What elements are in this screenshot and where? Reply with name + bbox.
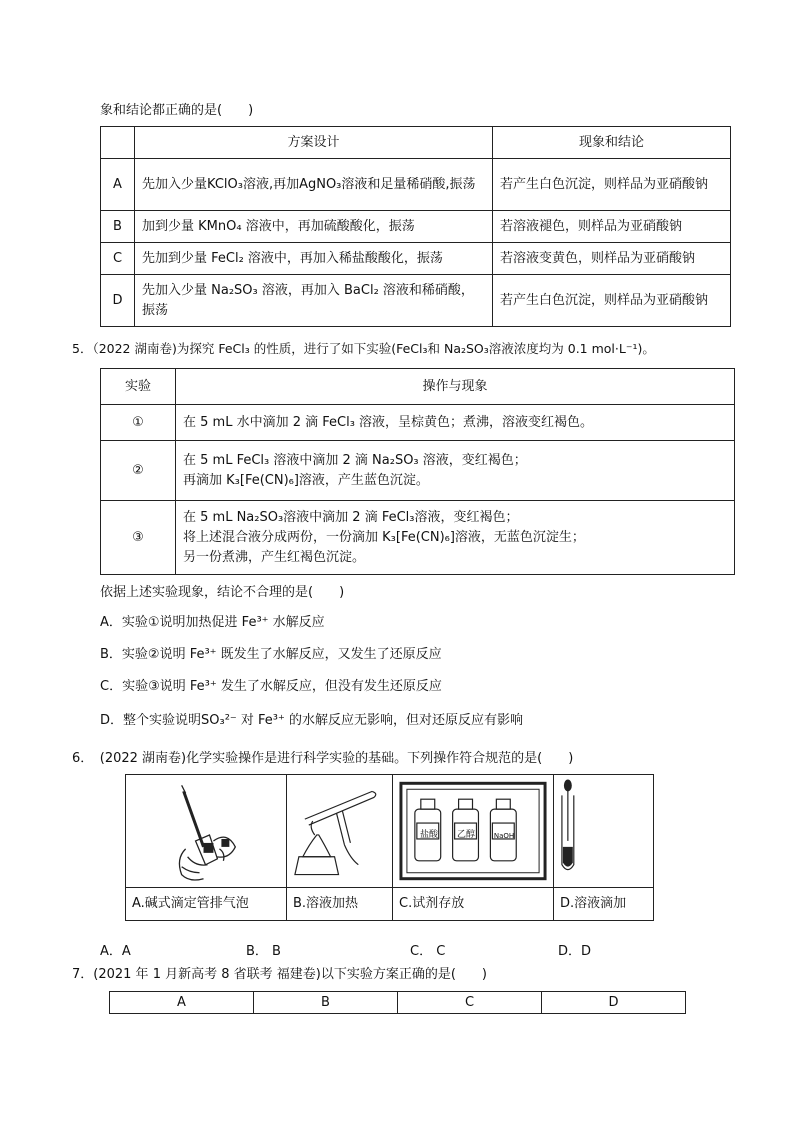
table-row [101, 243, 731, 275]
burette-hands-icon [126, 775, 286, 887]
q6-answer-a: A．A [100, 944, 131, 959]
header-c: C [398, 992, 542, 1014]
row-label: A [101, 159, 135, 211]
q6-answer-c: C． C [410, 944, 446, 959]
q5-stem: 5．（2022 湖南卷)为探究 FeCl₃ 的性质，进行了如下实验(FeCl₃和 Na₂SO₃溶液浓度均为 0.1 mol·L⁻¹)。 [72, 341, 655, 356]
header-design: 方案设计 [135, 127, 493, 159]
dropper-test-tube-icon [554, 775, 653, 887]
q4-stem-tail: 象和结论都正确的是( ) [100, 103, 254, 118]
test-tube-heating-icon [287, 775, 392, 887]
q5-table-header [101, 369, 735, 405]
header-result: 现象和结论 [493, 127, 731, 159]
row-label: D [101, 275, 135, 327]
q4-table-header [101, 127, 731, 159]
row-label: B [101, 211, 135, 243]
caption-b: B.溶液加热 [287, 888, 393, 921]
q5-option-d: D．整个实验说明SO₃²⁻ 对 Fe³⁺ 的水解反应无影响，但对还原反应有影响 [100, 713, 524, 728]
q6-answer-d: D．D [558, 944, 592, 959]
q6-illustration-row [126, 775, 654, 888]
q5-option-a: A．实验①说明加热促进 Fe³⁺ 水解反应 [100, 615, 325, 630]
header-experiment: 实验 [101, 369, 176, 405]
design-cell: 先加入少量 Na₂SO₃ 溶液，再加入 BaCl₂ 溶液和稀硝酸，振荡 [135, 275, 493, 327]
dropper-illustration [554, 775, 654, 888]
design-cell: 先加到少量 FeCl₂ 溶液中，再加入稀盐酸酸化，振荡 [135, 243, 493, 275]
design-cell: 加到少量 KMnO₄ 溶液中，再加硫酸酸化，振荡 [135, 211, 493, 243]
caption-c: C.试剂存放 [393, 888, 554, 921]
bottle-label: NaOH [493, 832, 515, 840]
q7-table-header [110, 992, 686, 1014]
q6-caption-row [126, 888, 654, 921]
table-row [101, 211, 731, 243]
experiment-text: 在 5 mL 水中滴加 2 滴 FeCl₃ 溶液，呈棕黄色；煮沸，溶液变红褐色。 [176, 405, 735, 441]
q5-table [100, 368, 735, 575]
q7-table [109, 991, 686, 1014]
bottle-label: 盐酸 [419, 830, 438, 840]
empty-header-cell [101, 127, 135, 159]
q7-stem: 7．(2021 年 1 月新高考 8 省联考 福建卷)以下实验方案正确的是( ) [72, 967, 487, 982]
experiment-number: ③ [101, 501, 176, 575]
experiment-text: 在 5 mL Na₂SO₃溶液中滴加 2 滴 FeCl₃溶液，变红褐色； 将上述混合液分成两份，一份滴加 K₃[Fe(CN)₆]溶液，无蓝色沉淀生； 另一份煮沸，产生红褐色沉淀。 [176, 501, 735, 575]
caption-a: A.碱式滴定管排气泡 [126, 888, 287, 921]
header-operation: 操作与现象 [176, 369, 735, 405]
row-label: C [101, 243, 135, 275]
experiment-number: ① [101, 405, 176, 441]
q5-option-b: B．实验②说明 Fe³⁺ 既发生了水解反应，又发生了还原反应 [100, 647, 442, 662]
heating-illustration [287, 775, 393, 888]
q5-option-c: C．实验③说明 Fe³⁺ 发生了水解反应，但没有发生还原反应 [100, 679, 442, 694]
result-cell: 若溶液褪色，则样品为亚硝酸钠 [493, 211, 731, 243]
table-row [101, 405, 735, 441]
q6-figure-table [125, 774, 654, 921]
table-row [101, 159, 731, 211]
bottle-label: 乙醇 [456, 830, 475, 840]
q6-answer-b: B． B [246, 944, 281, 959]
experiment-text: 在 5 mL FeCl₃ 溶液中滴加 2 滴 Na₂SO₃ 溶液，变红褐色； 再滴加 K₃[Fe(CN)₆]溶液，产生蓝色沉淀。 [176, 441, 735, 501]
header-a: A [110, 992, 254, 1014]
result-cell: 若产生白色沉淀，则样品为亚硝酸钠 [493, 275, 731, 327]
header-b: B [254, 992, 398, 1014]
reagent-storage-illustration [393, 775, 554, 888]
table-row [101, 441, 735, 501]
result-cell: 若产生白色沉淀，则样品为亚硝酸钠 [493, 159, 731, 211]
table-row [101, 275, 731, 327]
caption-d: D.溶液滴加 [554, 888, 654, 921]
experiment-number: ② [101, 441, 176, 501]
table-row [101, 501, 735, 575]
q5-question: 依据上述实验现象，结论不合理的是( ) [100, 585, 345, 600]
q6-stem: 6． (2022 湖南卷)化学实验操作是进行科学实验的基础。下列操作符合规范的是( ) [72, 751, 574, 766]
burette-illustration [126, 775, 287, 888]
header-d: D [542, 992, 686, 1014]
result-cell: 若溶液变黄色，则样品为亚硝酸钠 [493, 243, 731, 275]
q4-table [100, 126, 731, 327]
design-cell: 先加入少量KClO₃溶液,再加AgNO₃溶液和足量稀硝酸,振荡 [135, 159, 493, 211]
